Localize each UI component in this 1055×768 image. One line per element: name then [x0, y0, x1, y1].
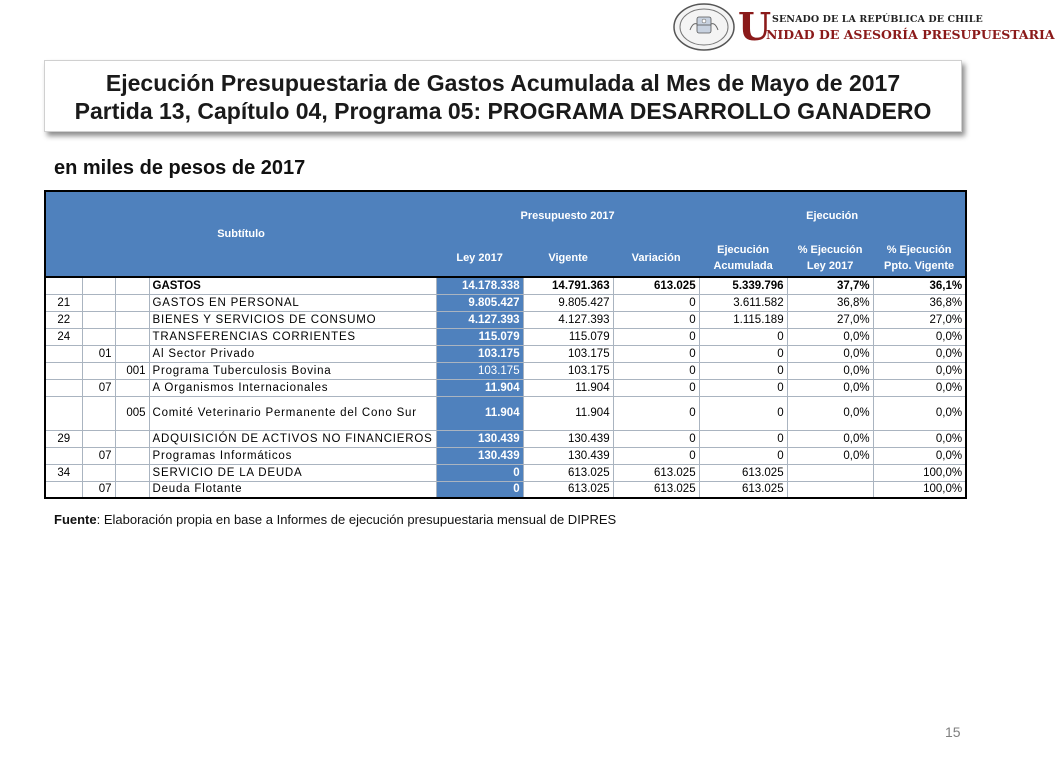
cell-c2: 07 [82, 481, 115, 498]
cell-c2: 07 [82, 379, 115, 396]
cell-ley: 0 [436, 464, 523, 481]
cell-vigente: 11.904 [523, 396, 613, 430]
cell-c2 [82, 396, 115, 430]
logo-senate-text: SENADO DE LA REPÚBLICA DE CHILE [772, 14, 983, 25]
cell-ejec: 613.025 [699, 481, 787, 498]
cell-c1 [45, 277, 82, 294]
source-note: Fuente: Elaboración propia en base a Informes de ejecución presupuestaria mensual de DIPRES [54, 512, 617, 527]
cell-pct-ley: 0,0% [787, 379, 873, 396]
cell-c3 [115, 430, 149, 447]
cell-variacion: 0 [613, 447, 699, 464]
table-row [45, 311, 966, 328]
title-box [44, 60, 962, 132]
cell-c2 [82, 362, 115, 379]
cell-desc: ADQUISICIÓN DE ACTIVOS NO FINANCIEROS [149, 430, 436, 447]
cell-ley: 130.439 [436, 447, 523, 464]
cell-ley: 9.805.427 [436, 294, 523, 311]
cell-c3 [115, 311, 149, 328]
cell-variacion: 613.025 [613, 481, 699, 498]
cell-pct-ley: 0,0% [787, 430, 873, 447]
cell-variacion: 0 [613, 311, 699, 328]
cell-c3: 005 [115, 396, 149, 430]
cell-pct-ley: 0,0% [787, 362, 873, 379]
cell-ley: 11.904 [436, 396, 523, 430]
cell-pct-ley: 0,0% [787, 447, 873, 464]
cell-pct-vig: 100,0% [873, 464, 966, 481]
cell-c1 [45, 345, 82, 362]
cell-c1: 22 [45, 311, 82, 328]
header-pct-vigente: % Ejecución Ppto. Vigente [873, 239, 966, 277]
cell-desc: Comité Veterinario Permanente del Cono Sur [149, 396, 436, 430]
cell-pct-ley: 27,0% [787, 311, 873, 328]
senate-logo [672, 2, 1055, 52]
header-variacion: Variación [613, 239, 699, 277]
cell-desc: SERVICIO DE LA DEUDA [149, 464, 436, 481]
cell-vigente: 115.079 [523, 328, 613, 345]
cell-desc: BIENES Y SERVICIOS DE CONSUMO [149, 311, 436, 328]
table-row [45, 464, 966, 481]
cell-ley: 115.079 [436, 328, 523, 345]
cell-pct-ley: 37,7% [787, 277, 873, 294]
cell-c2 [82, 464, 115, 481]
cell-variacion: 0 [613, 362, 699, 379]
cell-ejec: 0 [699, 362, 787, 379]
cell-c1 [45, 481, 82, 498]
cell-pct-vig: 27,0% [873, 311, 966, 328]
cell-c2 [82, 277, 115, 294]
cell-ley: 103.175 [436, 345, 523, 362]
cell-c3 [115, 277, 149, 294]
cell-ley: 0 [436, 481, 523, 498]
cell-pct-vig: 100,0% [873, 481, 966, 498]
cell-ley: 14.178.338 [436, 277, 523, 294]
cell-desc: A Organismos Internacionales [149, 379, 436, 396]
cell-pct-vig: 36,1% [873, 277, 966, 294]
cell-desc: Al Sector Privado [149, 345, 436, 362]
cell-ley: 103.175 [436, 362, 523, 379]
page-title-line1: Ejecución Presupuestaria de Gastos Acumulada al Mes de Mayo de 2017 [105, 70, 901, 96]
cell-ejec: 3.611.582 [699, 294, 787, 311]
table-row [45, 345, 966, 362]
cell-ley: 130.439 [436, 430, 523, 447]
cell-pct-ley: 0,0% [787, 345, 873, 362]
cell-variacion: 613.025 [613, 464, 699, 481]
cell-ejec: 0 [699, 328, 787, 345]
cell-vigente: 130.439 [523, 430, 613, 447]
header-ley: Ley 2017 [436, 239, 523, 277]
cell-desc: GASTOS EN PERSONAL [149, 294, 436, 311]
cell-c3: 001 [115, 362, 149, 379]
cell-ejec: 0 [699, 430, 787, 447]
cell-c1 [45, 447, 82, 464]
cell-pct-ley: 0,0% [787, 328, 873, 345]
cell-c2 [82, 294, 115, 311]
cell-variacion: 0 [613, 396, 699, 430]
header-ejec-acumulada: Ejecución Acumulada [699, 239, 787, 277]
units-subtitle: en miles de pesos de 2017 [54, 157, 306, 179]
table-row [45, 481, 966, 498]
cell-vigente: 14.791.363 [523, 277, 613, 294]
page-title-line2: Partida 13, Capítulo 04, Programa 05: PROGRAMA DESARROLLO GANADERO [74, 98, 932, 124]
logo-initial: U [738, 4, 772, 49]
cell-c2 [82, 328, 115, 345]
cell-desc: Programa Tuberculosis Bovina [149, 362, 436, 379]
cell-pct-vig: 0,0% [873, 396, 966, 430]
cell-variacion: 0 [613, 294, 699, 311]
cell-pct-ley: 0,0% [787, 396, 873, 430]
cell-ejec: 0 [699, 396, 787, 430]
cell-pct-ley: 36,8% [787, 294, 873, 311]
table-row [45, 277, 966, 294]
header-subtitulo: Subtítulo [45, 191, 436, 277]
cell-c1 [45, 396, 82, 430]
cell-variacion: 613.025 [613, 277, 699, 294]
table-row [45, 430, 966, 447]
cell-desc: GASTOS [149, 277, 436, 294]
cell-ley: 11.904 [436, 379, 523, 396]
logo-unit-text: NIDAD DE ASESORÍA PRESUPUESTARIA [766, 27, 1055, 42]
cell-c2: 01 [82, 345, 115, 362]
cell-c3 [115, 481, 149, 498]
table-row [45, 294, 966, 311]
cell-c3 [115, 379, 149, 396]
cell-c1: 24 [45, 328, 82, 345]
cell-variacion: 0 [613, 345, 699, 362]
cell-vigente: 11.904 [523, 379, 613, 396]
cell-c3 [115, 294, 149, 311]
cell-c3 [115, 328, 149, 345]
table-row [45, 328, 966, 345]
cell-desc: Deuda Flotante [149, 481, 436, 498]
cell-ejec: 1.115.189 [699, 311, 787, 328]
cell-c2: 07 [82, 447, 115, 464]
table-row [45, 396, 966, 430]
cell-pct-vig: 0,0% [873, 345, 966, 362]
header-vigente: Vigente [523, 239, 613, 277]
table-body [45, 277, 966, 498]
cell-ejec: 0 [699, 379, 787, 396]
cell-c1: 29 [45, 430, 82, 447]
table-row [45, 379, 966, 396]
cell-pct-vig: 0,0% [873, 362, 966, 379]
cell-c3 [115, 345, 149, 362]
budget-table [44, 190, 967, 499]
cell-pct-vig: 0,0% [873, 328, 966, 345]
cell-c1: 34 [45, 464, 82, 481]
cell-ley: 4.127.393 [436, 311, 523, 328]
cell-pct-ley [787, 481, 873, 498]
senate-seal-icon [672, 2, 736, 52]
cell-c3 [115, 447, 149, 464]
cell-desc: Programas Informáticos [149, 447, 436, 464]
header-pct-ley: % Ejecución Ley 2017 [787, 239, 873, 277]
page-number: 15 [945, 724, 961, 740]
cell-c3 [115, 464, 149, 481]
cell-ejec: 0 [699, 345, 787, 362]
cell-pct-vig: 0,0% [873, 379, 966, 396]
cell-vigente: 4.127.393 [523, 311, 613, 328]
header-presupuesto: Presupuesto 2017 [436, 191, 699, 239]
cell-variacion: 0 [613, 379, 699, 396]
table-header [45, 191, 966, 277]
cell-ejec: 5.339.796 [699, 277, 787, 294]
cell-c1: 21 [45, 294, 82, 311]
cell-vigente: 613.025 [523, 481, 613, 498]
cell-desc: TRANSFERENCIAS CORRIENTES [149, 328, 436, 345]
header-ejecucion: Ejecución [699, 191, 966, 239]
cell-vigente: 613.025 [523, 464, 613, 481]
cell-pct-vig: 0,0% [873, 430, 966, 447]
cell-variacion: 0 [613, 328, 699, 345]
cell-ejec: 0 [699, 447, 787, 464]
cell-pct-vig: 36,8% [873, 294, 966, 311]
cell-vigente: 103.175 [523, 345, 613, 362]
cell-pct-ley [787, 464, 873, 481]
cell-vigente: 103.175 [523, 362, 613, 379]
table-row [45, 447, 966, 464]
cell-c1 [45, 379, 82, 396]
cell-c2 [82, 311, 115, 328]
cell-variacion: 0 [613, 430, 699, 447]
table-row [45, 362, 966, 379]
cell-ejec: 613.025 [699, 464, 787, 481]
cell-c2 [82, 430, 115, 447]
cell-vigente: 9.805.427 [523, 294, 613, 311]
cell-vigente: 130.439 [523, 447, 613, 464]
cell-c1 [45, 362, 82, 379]
cell-pct-vig: 0,0% [873, 447, 966, 464]
